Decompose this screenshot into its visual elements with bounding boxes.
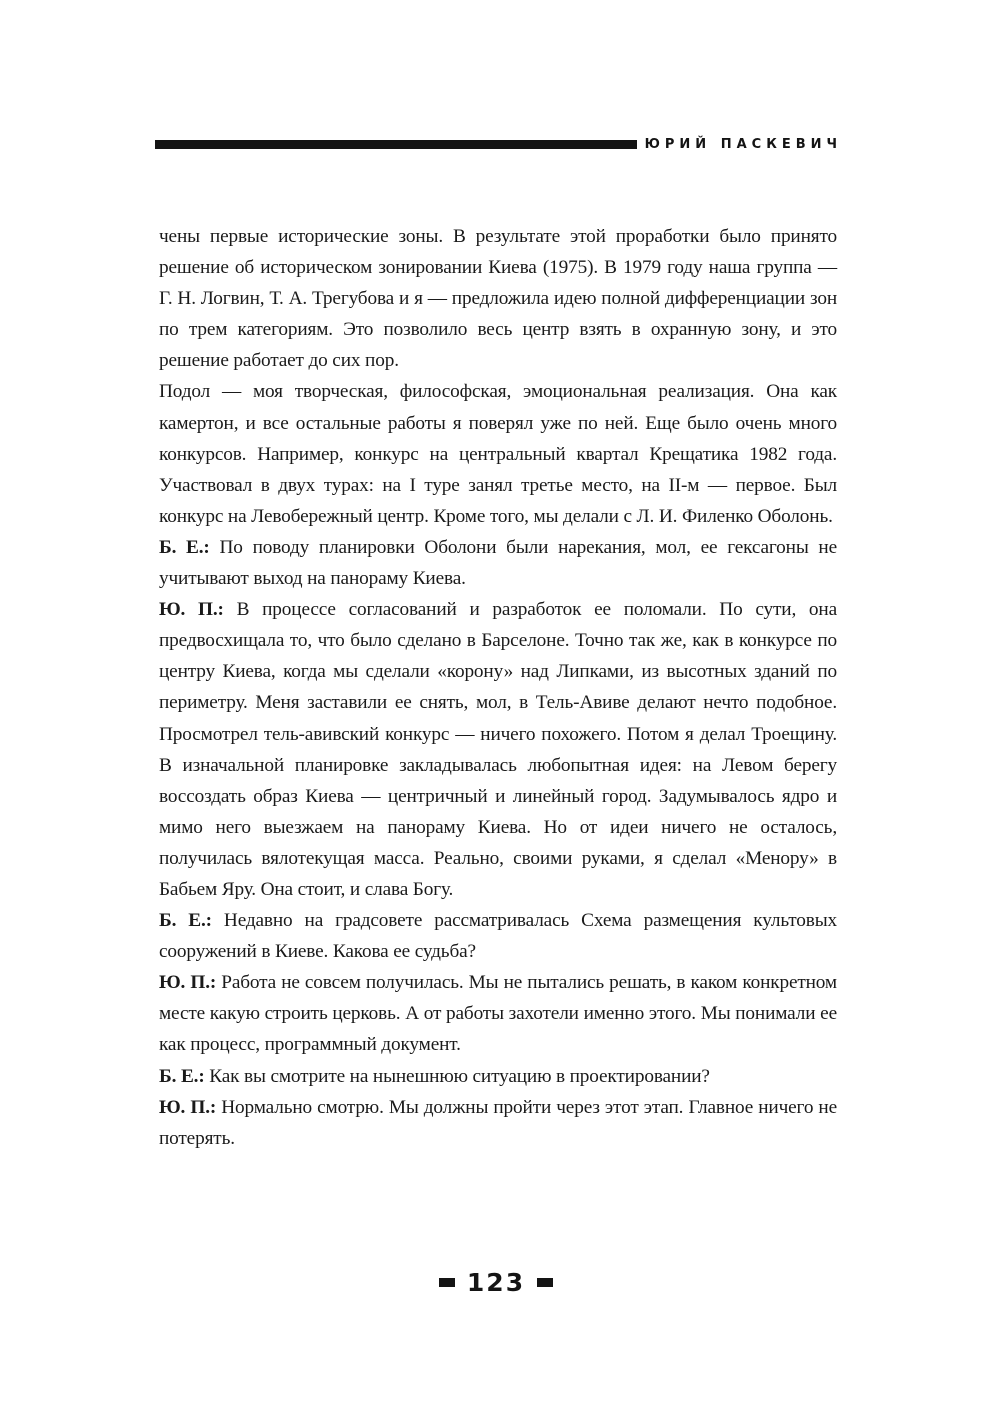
paragraph (159, 376, 837, 531)
speaker-label: Ю. П.: (159, 972, 217, 994)
paragraph (159, 532, 837, 594)
paragraph (159, 594, 837, 905)
paragraph-text: Как вы смотрите на нынешнюю ситуацию в проектировании? (209, 1065, 710, 1087)
paragraph-text: По поводу планировки Оболони были нарекания, мол, ее гексагоны не учитывают выход на панораму Киева. (159, 536, 838, 590)
right-square-ornament (537, 1278, 553, 1287)
paragraph-text: чены первые исторические зоны. В результате этой проработки было принято решение об историческом зонировании Киева (1975). В 1979 году наша группа — Г. Н. Логвин, Т. А. Трегубова и я — предложила идею полной дифференциации зон по трем категориям. Это позволило весь центр взять в охранную зону, и это решение работает до сих пор. (159, 226, 837, 372)
paragraph-text: В процессе согласований и разработок ее поломали. По сути, она предвосхищала то, что было сделано в Барселоне. Точно так же, как в конкурсе по центру Киева, когда мы сделали «корону» над Липками, из высотных зданий по периметру. Меня заставили ее снять, мол, в Тель-Авиве делают нечто подобное. Просмотрел тель-авивский конкурс — ничего похожего. Потом я делал Троещину. В изначальной планировке закладывалась любопытная идея: на Левом берегу воссоздать образ Киева — центричный и линейный город. Задумывалось ядро и мимо него выезжаем на панораму Киева. Но от идеи ничего не осталось, получилась вялотекущая масса. Реально, своими руками, я сделал «Менору» в Бабьем Яру. Она стоит, и слава Богу. (159, 599, 837, 900)
header-author: ЮРИЙ ПАСКЕВИЧ (644, 136, 842, 152)
paragraph-text: Нормально смотрю. Мы должны пройти через этот этап. Главное ничего не потерять. (159, 1096, 837, 1149)
speaker-label: Ю. П.: (159, 599, 224, 621)
paragraph (159, 1061, 837, 1092)
page-number (0, 1268, 992, 1297)
paragraph-text: Работа не совсем получилась. Мы не пытались решать, в каком конкретном месте какую строить церковь. А от работы захотели именно этого. Мы понимали ее как процесс, программный документ. (159, 972, 837, 1056)
paragraph-text: Подол — моя творческая, философская, эмоциональная реализация. Она как камертон, и все остальные работы я поверял уже по ней. Еще было очень много конкурсов. Например, конкурс на центральный квартал Крещатика 1982 года. Участвовал в двух турах: на I туре занял третье место, на II-м — первое. Был конкурс на Левобережный центр. Кроме того, мы делали с Л. И. Филенко Оболонь. (159, 381, 837, 527)
speaker-label: Б. Е.: (159, 910, 212, 932)
paragraph (159, 967, 837, 1060)
paragraph (159, 1092, 837, 1154)
body-text (159, 221, 837, 1154)
paragraph (159, 905, 837, 967)
header-rule (155, 140, 637, 149)
running-header (155, 134, 842, 154)
speaker-label: Б. Е.: (159, 1065, 205, 1087)
paragraph-text: Недавно на градсовете рассматривалась Схема размещения культовых сооружений в Киеве. Какова ее судьба? (159, 910, 838, 963)
paragraph (159, 221, 837, 376)
page-number-text: 123 (466, 1268, 526, 1297)
left-square-ornament (439, 1278, 455, 1287)
speaker-label: Ю. П.: (159, 1096, 217, 1118)
speaker-label: Б. Е.: (159, 536, 210, 558)
